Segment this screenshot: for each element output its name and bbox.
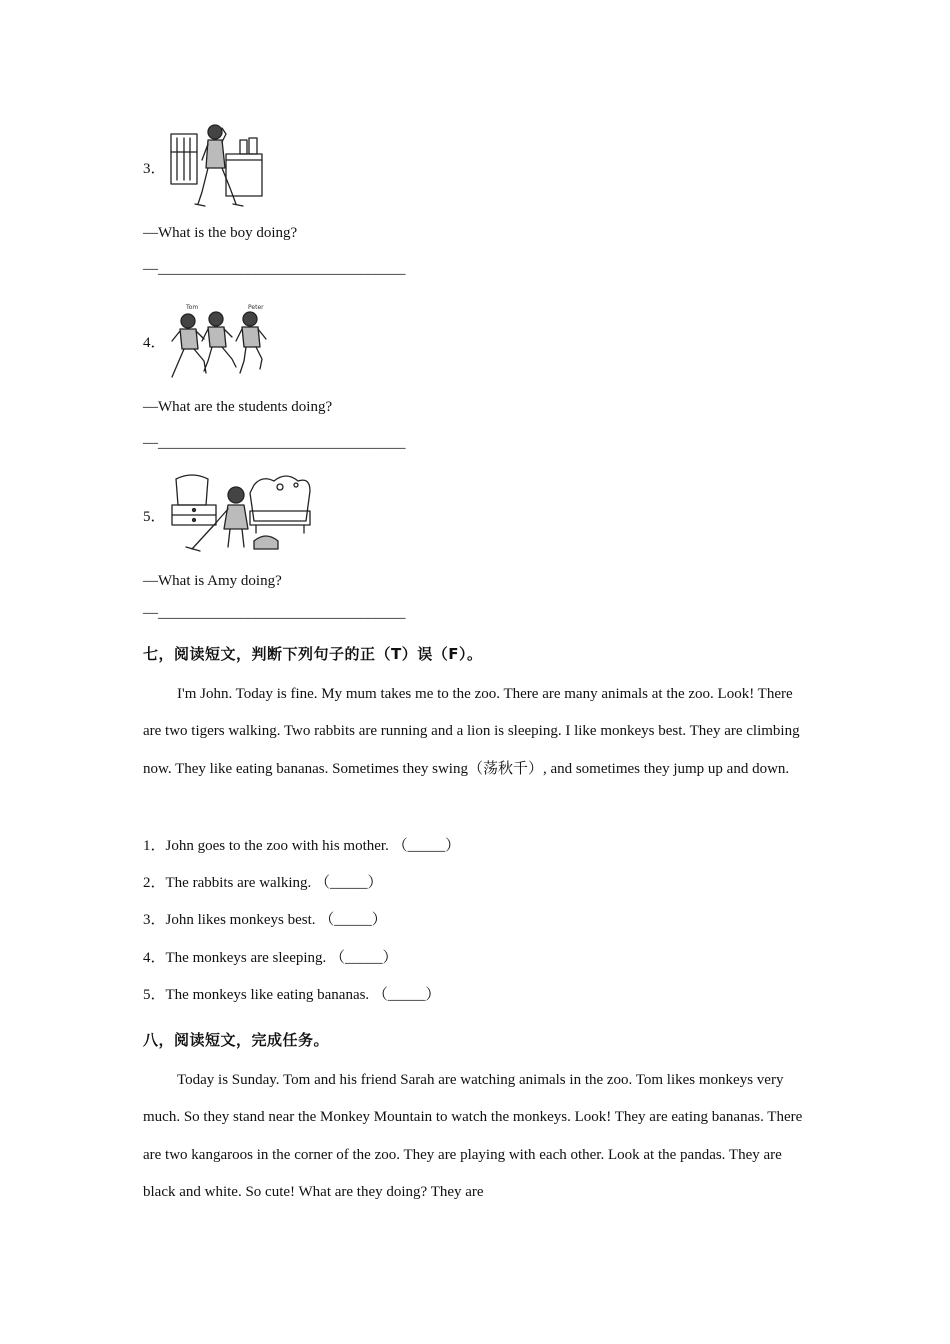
question-4-answer-line[interactable]: —_________________________________ bbox=[143, 435, 406, 451]
question-3-number: 3． bbox=[143, 161, 166, 177]
section-7-heading: 七，阅读短文，判断下列句子的正（T）误（F）。 bbox=[143, 645, 483, 663]
section-7-item-3[interactable]: 3．John likes monkeys best. （_____） bbox=[143, 912, 387, 928]
q4-label-peter: Peter bbox=[248, 304, 264, 311]
section-8-passage bbox=[143, 1062, 808, 1212]
question-5-prompt: —What is Amy doing? bbox=[143, 573, 282, 589]
question-5-answer-line[interactable]: —_________________________________ bbox=[143, 605, 406, 621]
question-3-prompt: —What is the boy doing? bbox=[143, 225, 298, 241]
section-7-item-2[interactable]: 2．The rabbits are walking. （_____） bbox=[143, 875, 383, 891]
section-7-passage bbox=[143, 676, 808, 788]
girl-vacuuming-icon bbox=[170, 471, 315, 555]
section-7-item-5[interactable]: 5．The monkeys like eating bananas. （_____） bbox=[143, 987, 441, 1003]
section-7-passage-text: I'm John. Today is fine. My mum takes me to the zoo. There are many animals at the zoo. Look! There are two tigers walking. Two rabbits are running and a lion is sleeping. I like monkeys best. They are climbing now. They like eating bananas. Sometimes they swing（荡秋千）, and sometimes they jump up and down. bbox=[143, 686, 800, 777]
question-5-number: 5． bbox=[143, 509, 166, 525]
section-7-item-4[interactable]: 4．The monkeys are sleeping. （_____） bbox=[143, 950, 398, 966]
section-7-item-1[interactable]: 1．John goes to the zoo with his mother. （_____） bbox=[143, 838, 461, 854]
q4-label-tom: Tom bbox=[186, 304, 199, 311]
students-running-icon bbox=[170, 301, 270, 381]
question-4-number: 4． bbox=[143, 335, 166, 351]
question-4-prompt: —What are the students doing? bbox=[143, 399, 333, 415]
section-8-passage-text: Today is Sunday. Tom and his friend Sarah are watching animals in the zoo. Tom likes monkeys very much. So they stand near the Monkey Mountain to watch the monkeys. Look! They are eating bananas. There are two kangaroos in the corner of the zoo. They are playing with each other. Look at the pandas. They are black and white. So cute! What are they doing? They are bbox=[143, 1072, 803, 1201]
question-3-answer-line[interactable]: —_________________________________ bbox=[143, 261, 406, 277]
section-8-heading: 八，阅读短文，完成任务。 bbox=[143, 1031, 330, 1049]
boy-drinking-at-fridge-icon bbox=[168, 120, 266, 210]
